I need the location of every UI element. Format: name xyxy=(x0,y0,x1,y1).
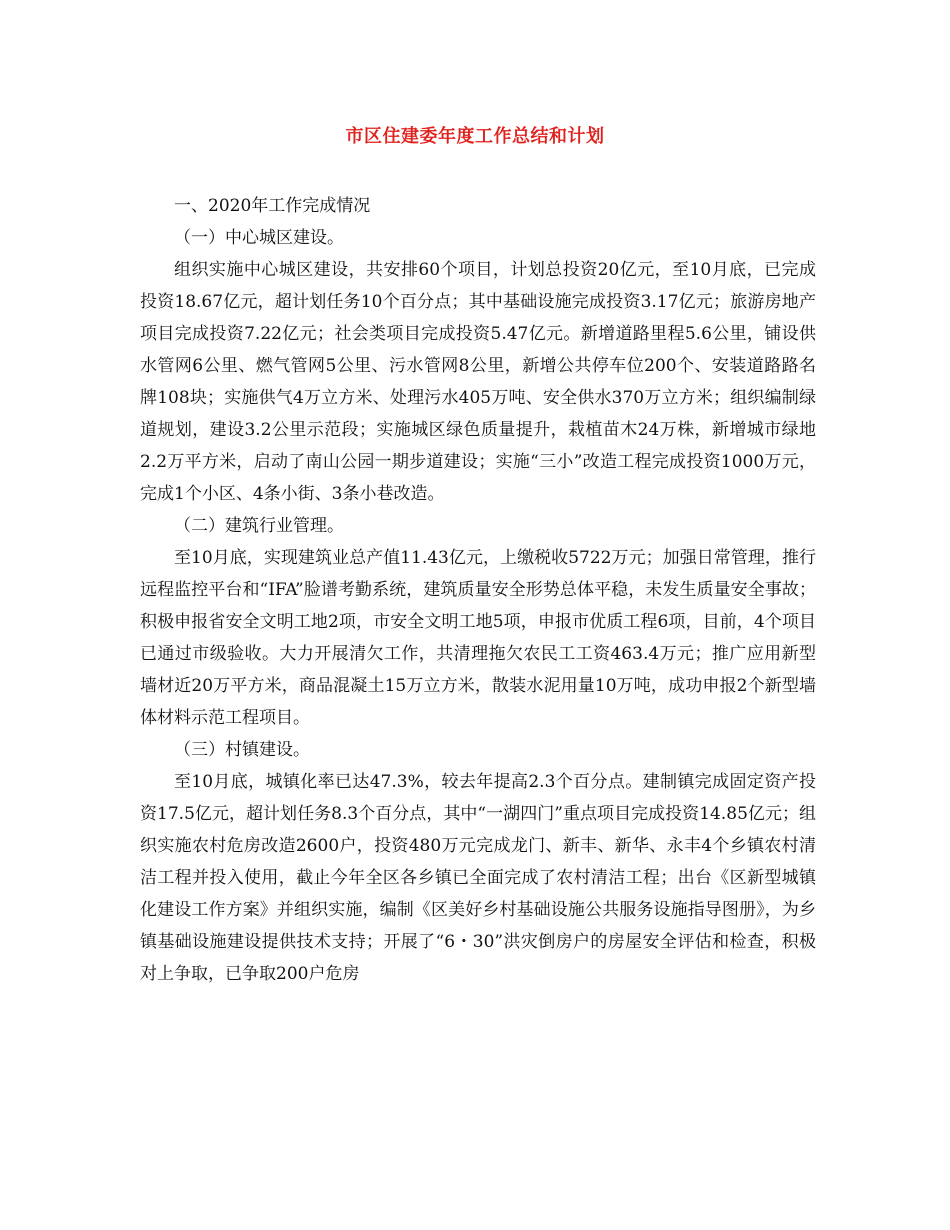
paragraph-city-construction: 组织实施中心城区建设，共安排60个项目，计划总投资20亿元，至10月底，已完成投资18.67亿元，超计划任务10个百分点；其中基础设施完成投资3.17亿元；旅游房地产项目完成投资7.22亿元；社会类项目完成投资5.47亿元。新增道路里程5.6公里，铺设供水管网6公里、燃气管网5公里、污水管网8公里，新增公共停车位200个、安装道路路名牌108块；实施供气4万立方米、处理污水405万吨、安全供水370万立方米；组织编制绿道规划，建设3.2公里示范段；实施城区绿色质量提升，栽植苗木24万株，新增城市绿地2.2万平方米，启动了南山公园一期步道建设；实施“三小”改造工程完成投资1000万元，完成1个小区、4条小街、3条小巷改造。 xyxy=(140,260,816,504)
section-heading-1: 一、2020年工作完成情况 xyxy=(174,196,371,216)
paragraph-village-construction: 至10月底，城镇化率已达47.3%，较去年提高2.3个百分点。建制镇完成固定资产投资17.5亿元，超计划任务8.3个百分点，其中“一湖四门”重点项目完成投资14.85亿元；组织实施农村危房改造2600户，投资480万元完成龙门、新丰、新华、永丰4个乡镇农村清洁工程并投入使用，截止今年全区各乡镇已全面完成了农村清洁工程；出台《区新型城镇化建设工作方案》并组织实施，编制《区美好乡村基础设施公共服务设施指导图册》，为乡镇基础设施建设提供技术支持；开展了“6・30”洪灾倒房户的房屋安全评估和检查，积极对上争取，已争取200户危房 xyxy=(140,772,816,984)
document-title: 市区住建委年度工作总结和计划 xyxy=(345,126,605,147)
subsection-heading-industry: （二）建筑行业管理。 xyxy=(174,516,344,536)
document-body xyxy=(140,190,816,990)
subsection-heading-city: （一）中心城区建设。 xyxy=(174,228,344,248)
paragraph-industry-management: 至10月底，实现建筑业总产值11.43亿元，上缴税收5722万元；加强日常管理，推行远程监控平台和“IFA”脸谱考勤系统，建筑质量安全形势总体平稳，未发生质量安全事故；积极申报省安全文明工地2项，市安全文明工地5项，申报市优质工程6项，目前，4个项目已通过市级验收。大力开展清欠工作，共清理拖欠农民工工资463.4万元；推广应用新型墙材近20万平方米，商品混凝土15万立方米，散装水泥用量10万吨，成功申报2个新型墙体材料示范工程项目。 xyxy=(140,548,816,728)
subsection-heading-village: （三）村镇建设。 xyxy=(174,740,310,760)
